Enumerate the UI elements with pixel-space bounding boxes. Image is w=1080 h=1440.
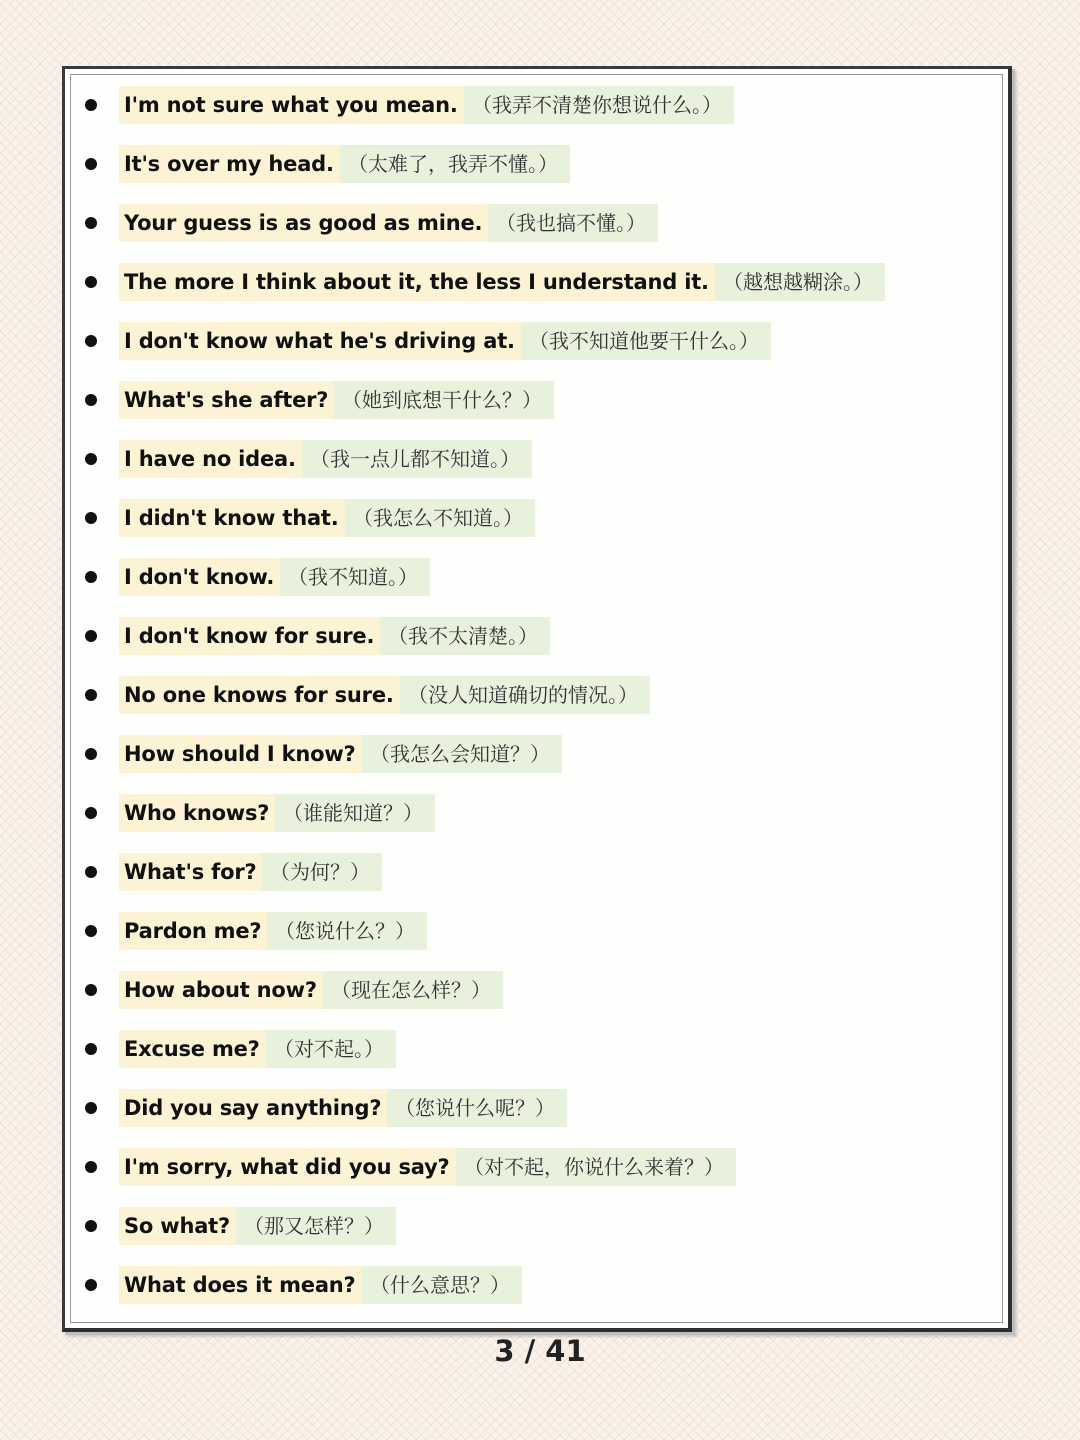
bullet-icon [85,276,97,288]
chinese-translation: （我弄不清楚你想说什么。） [464,86,734,124]
chinese-translation: （对不起，你说什么来着？） [456,1148,736,1186]
chinese-translation: （什么意思？） [362,1266,522,1304]
chinese-translation: （我怎么会知道？） [362,735,562,773]
chinese-translation: （谁能知道？） [275,794,435,832]
bullet-icon [85,807,97,819]
bullet-icon [85,335,97,347]
chinese-translation: （没人知道确切的情况。） [400,676,650,714]
english-phrase: How should I know? [119,735,362,773]
chinese-translation: （我也搞不懂。） [488,204,658,242]
english-phrase: The more I think about it, the less I understand it. [119,263,715,301]
english-phrase: So what? [119,1207,236,1245]
chinese-translation: （太难了，我弄不懂。） [340,145,570,183]
chinese-translation: （为何？） [262,853,382,891]
chinese-translation: （您说什么？） [267,912,427,950]
english-phrase: It's over my head. [119,145,340,183]
bullet-icon [85,1279,97,1291]
english-phrase: Who knows? [119,794,275,832]
bullet-icon [85,984,97,996]
chinese-translation: （她到底想干什么？） [334,381,554,419]
bullet-icon [85,1043,97,1055]
chinese-translation: （我不知道。） [280,558,430,596]
page-number: 3 / 41 [494,1334,586,1368]
english-phrase: I don't know. [119,558,280,596]
chinese-translation: （现在怎么样？） [323,971,503,1009]
chinese-translation: （越想越糊涂。） [715,263,885,301]
chinese-translation: （我怎么不知道。） [345,499,535,537]
bullet-icon [85,1102,97,1114]
english-phrase: What does it mean? [119,1266,362,1304]
chinese-translation: （我不知道他要干什么。） [521,322,771,360]
chinese-translation: （那又怎样？） [236,1207,396,1245]
page-frame [62,66,1012,1332]
content-area [70,74,1003,1323]
bullet-icon [85,630,97,642]
bullet-icon [85,571,97,583]
bullet-icon [85,1161,97,1173]
bullet-icon [85,866,97,878]
english-phrase: How about now? [119,971,323,1009]
bullet-icon [85,512,97,524]
english-phrase: Pardon me? [119,912,267,950]
english-phrase: I don't know what he's driving at. [119,322,521,360]
english-phrase: Did you say anything? [119,1089,387,1127]
bullet-icon [85,158,97,170]
bullet-icon [85,748,97,760]
bullet-icon [85,453,97,465]
bullet-icon [85,1220,97,1232]
english-phrase: What's she after? [119,381,334,419]
bullet-icon [85,217,97,229]
english-phrase: Your guess is as good as mine. [119,204,488,242]
bullet-icon [85,394,97,406]
bullet-icon [85,99,97,111]
english-phrase: I'm not sure what you mean. [119,86,464,124]
bullet-icon [85,925,97,937]
english-phrase: What's for? [119,853,262,891]
english-phrase: I have no idea. [119,440,302,478]
english-phrase: No one knows for sure. [119,676,400,714]
chinese-translation: （对不起。） [266,1030,396,1068]
english-phrase: I don't know for sure. [119,617,380,655]
chinese-translation: （您说什么呢？） [387,1089,567,1127]
chinese-translation: （我不太清楚。） [380,617,550,655]
english-phrase: I didn't know that. [119,499,345,537]
bullet-icon [85,689,97,701]
chinese-translation: （我一点儿都不知道。） [302,440,532,478]
english-phrase: Excuse me? [119,1030,266,1068]
english-phrase: I'm sorry, what did you say? [119,1148,456,1186]
